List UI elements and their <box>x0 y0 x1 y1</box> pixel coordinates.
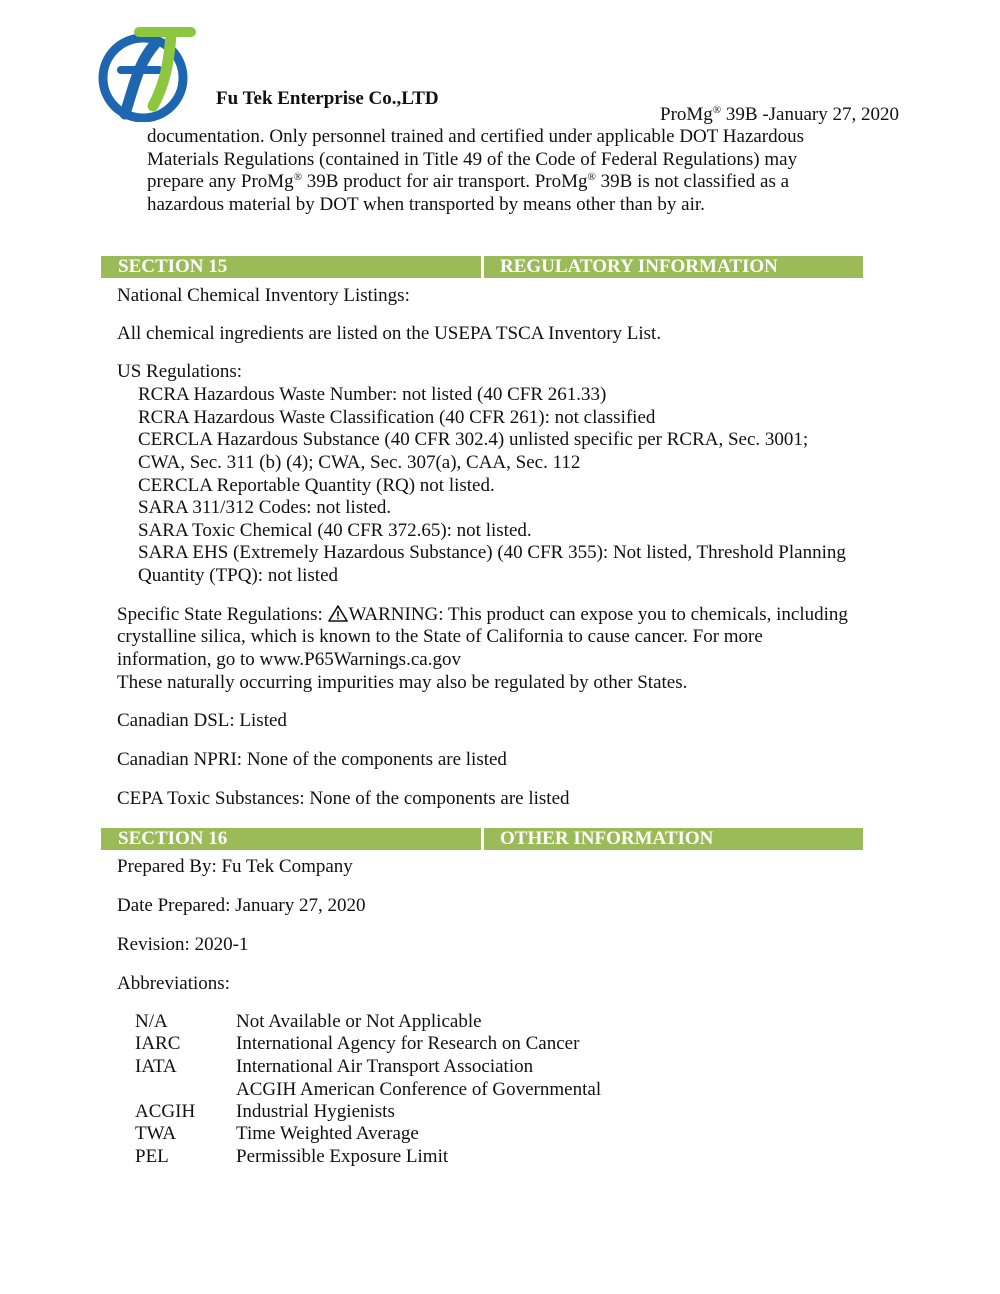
abbreviation-code: ACGIH <box>135 1101 196 1122</box>
section-15-header <box>101 256 863 278</box>
registered-mark: ® <box>293 171 303 183</box>
section-divider <box>481 828 484 850</box>
cepa-toxic-substances: CEPA Toxic Substances: None of the components are listed <box>117 788 570 809</box>
us-regulations-heading: US Regulations: <box>117 361 243 382</box>
us-regulation-line: RCRA Hazardous Waste Number: not listed (40 CFR 261.33) <box>138 384 607 405</box>
intro-line-3c: 39B is not classified as a <box>595 171 790 192</box>
us-regulation-line: CERCLA Hazardous Substance (40 CFR 302.4) unlisted specific per RCRA, Sec. 3001; <box>138 429 809 450</box>
us-regulation-line: RCRA Hazardous Waste Classification (40 CFR 261): not classified <box>138 407 656 428</box>
state-regulations-line-3: information, go to www.P65Warnings.ca.gov <box>117 649 461 670</box>
us-regulation-line: SARA Toxic Chemical (40 CFR 372.65): not listed. <box>138 520 532 541</box>
canadian-dsl: Canadian DSL: Listed <box>117 710 287 731</box>
inventory-heading: National Chemical Inventory Listings: <box>117 285 410 306</box>
abbreviation-code: TWA <box>135 1123 177 1144</box>
revision: Revision: 2020-1 <box>117 934 249 955</box>
abbreviation-code: IARC <box>135 1033 181 1054</box>
section-15-number: SECTION 15 <box>118 256 228 277</box>
intro-line-3b: 39B product for air transport. ProMg <box>302 171 588 192</box>
abbreviation-definition: ACGIH American Conference of Governmental <box>236 1079 602 1100</box>
document-date-ref: 39B -January 27, 2020 <box>725 104 899 125</box>
us-regulation-line: CERCLA Reportable Quantity (RQ) not listed. <box>138 475 495 496</box>
abbreviation-definition: International Air Transport Association <box>236 1056 534 1077</box>
state-regulations-line-1 <box>117 604 848 626</box>
document-reference <box>660 104 899 126</box>
abbreviation-code: N/A <box>135 1011 168 1032</box>
state-regulations-line-2: crystalline silica, which is known to the State of California to cause cancer. For more <box>117 626 763 647</box>
warning-icon <box>328 605 348 622</box>
abbreviation-definition: Permissible Exposure Limit <box>236 1146 449 1167</box>
abbreviation-definition: Not Available or Not Applicable <box>236 1011 482 1032</box>
section-16-number: SECTION 16 <box>118 828 228 849</box>
canadian-npri: Canadian NPRI: None of the components are listed <box>117 749 507 770</box>
abbreviation-code: IATA <box>135 1056 177 1077</box>
abbreviation-definition: Industrial Hygienists <box>236 1101 395 1122</box>
abbreviations-heading: Abbreviations: <box>117 973 230 994</box>
state-regulations-prefix: Specific State Regulations: <box>117 604 328 625</box>
abbreviation-definition: International Agency for Research on Cancer <box>236 1033 580 1054</box>
us-regulation-line: Quantity (TPQ): not listed <box>138 565 339 586</box>
us-regulation-line: CWA, Sec. 311 (b) (4); CWA, Sec. 307(a), CAA, Sec. 112 <box>138 452 581 473</box>
intro-line-4: hazardous material by DOT when transported by means other than by air. <box>147 194 705 215</box>
prepared-by: Prepared By: Fu Tek Company <box>117 856 353 877</box>
section-15-title: REGULATORY INFORMATION <box>500 256 778 277</box>
section-divider <box>481 256 484 278</box>
intro-line-3a: prepare any ProMg <box>147 171 294 192</box>
registered-mark: ® <box>712 104 722 116</box>
abbreviation-definition: Time Weighted Average <box>236 1123 419 1144</box>
intro-line-3 <box>147 171 789 193</box>
fu-tek-logo-icon <box>95 22 199 122</box>
intro-line-2: Materials Regulations (contained in Title 49 of the Code of Federal Regulations) may <box>147 149 798 170</box>
state-warning-text: WARNING: This product can expose you to chemicals, including <box>348 604 848 625</box>
product-name: ProMg <box>660 104 713 125</box>
state-regulations-line-4: These naturally occurring impurities may also be regulated by other States. <box>117 672 688 693</box>
date-prepared: Date Prepared: January 27, 2020 <box>117 895 366 916</box>
abbreviation-code: PEL <box>135 1146 169 1167</box>
inventory-text: All chemical ingredients are listed on the USEPA TSCA Inventory List. <box>117 323 662 344</box>
company-name: Fu Tek Enterprise Co.,LTD <box>216 88 439 109</box>
section-16-header <box>101 828 863 850</box>
intro-line-1: documentation. Only personnel trained and certified under applicable DOT Hazardous <box>147 126 805 147</box>
us-regulation-line: SARA 311/312 Codes: not listed. <box>138 497 392 518</box>
section-16-title: OTHER INFORMATION <box>500 828 714 849</box>
registered-mark: ® <box>587 171 596 183</box>
us-regulation-line: SARA EHS (Extremely Hazardous Substance) (40 CFR 355): Not listed, Threshold Planning <box>138 542 846 563</box>
